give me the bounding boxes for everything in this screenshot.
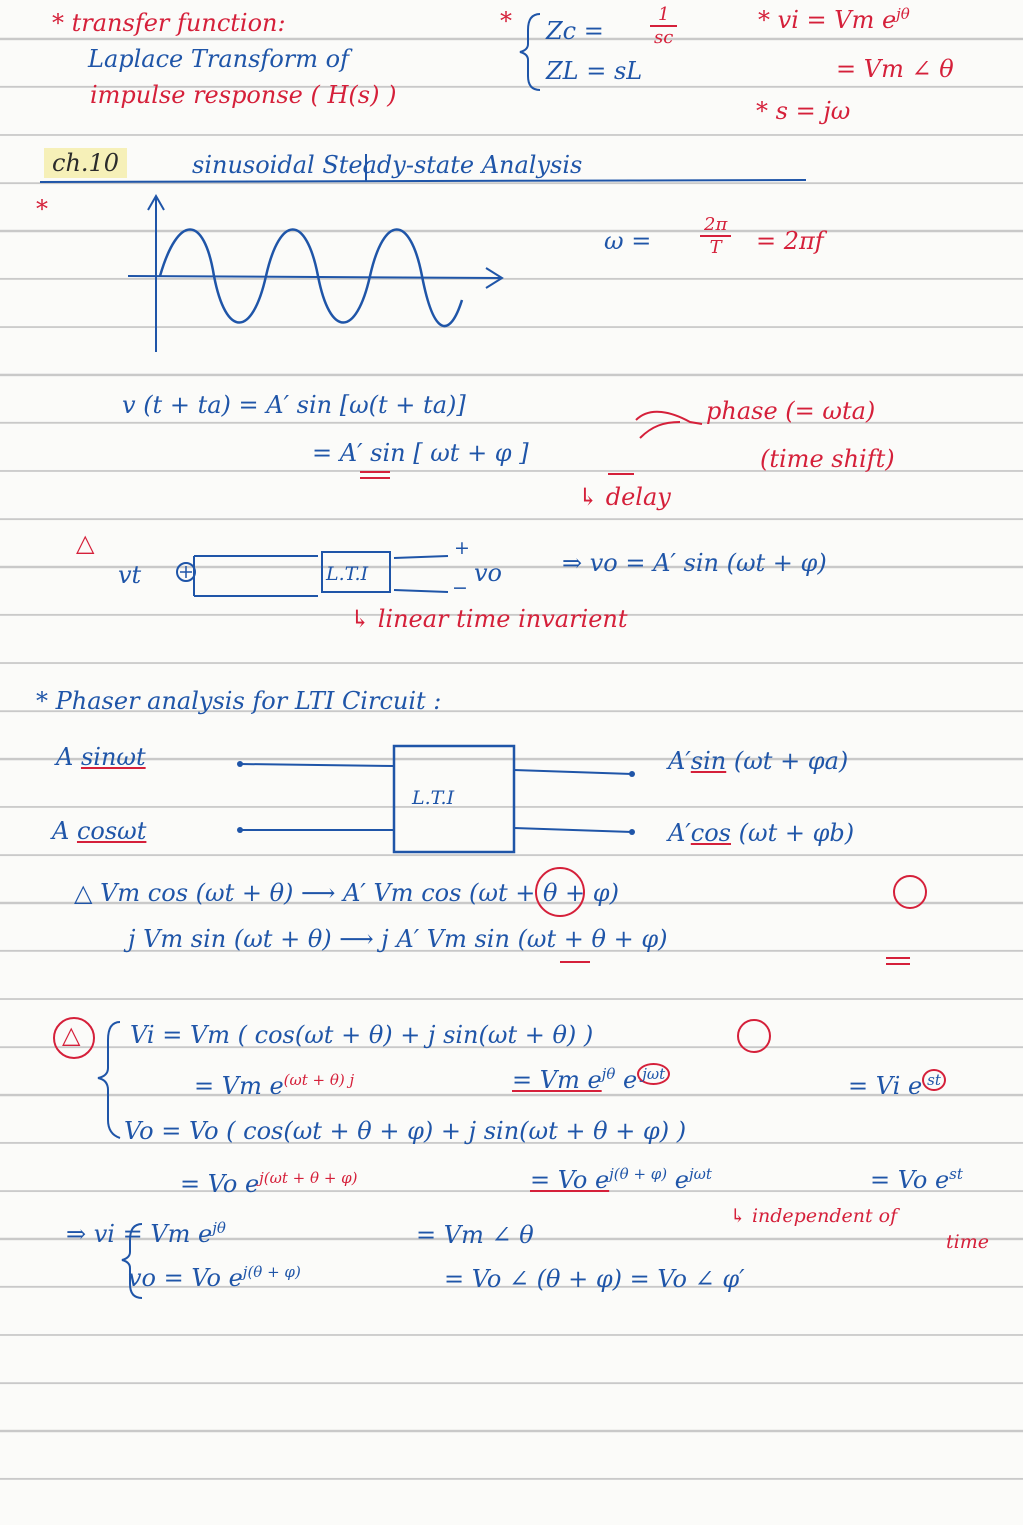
derivation-line2a-sup: (ωt + θ) j <box>283 1071 355 1089</box>
phasor-output-cos-b: cos <box>690 819 731 847</box>
independent-of-note: ↳ independent of <box>730 1205 898 1227</box>
derivation-line4c-base: e <box>667 1166 689 1194</box>
lti-triangle-marker: △ <box>76 529 95 557</box>
derivation-brace-top <box>98 1022 120 1138</box>
lti-minus-terminal: − <box>452 577 468 599</box>
a-prime-circle <box>536 868 584 916</box>
derivation-line4a-sup: j(ωt + θ + φ) <box>259 1169 358 1187</box>
phasor-input-sin-a: A <box>56 743 81 771</box>
vi-exp-sup: jθ <box>896 5 910 23</box>
derivation-line2c-sup: jωt <box>637 1063 670 1085</box>
phasor-row1: △ Vm cos (ωt + θ) ⟶ A′ Vm cos (ωt + θ + φ) <box>74 879 619 907</box>
phasor-output-sin-b: sin <box>690 747 727 775</box>
transfer-function-line3-text: impulse response ( H(s) ) <box>90 81 397 109</box>
derivation-line2b-base: = Vm e <box>512 1066 602 1094</box>
derivation-brace-bottom <box>122 1224 142 1298</box>
chapter-title-underline <box>40 180 806 182</box>
phasor-terminal-out-bottom <box>629 829 635 835</box>
chapter-title: sinusoidal Steady-state Analysis <box>192 151 583 179</box>
chapter-star: * <box>36 195 48 223</box>
phasor-wire-in-top <box>240 764 394 766</box>
phasor-output-cos-a: A′ <box>668 819 691 847</box>
phasor-heading: * Phaser analysis for LTI Circuit : <box>36 687 442 715</box>
delay-note: ↳ delay <box>578 483 671 511</box>
phasor-wire-out-bottom <box>514 828 632 832</box>
phasor-terminal-in-top <box>237 761 243 767</box>
phase-arrow <box>636 412 702 438</box>
zl-equation: ZL = sL <box>546 57 643 85</box>
phasor-terminal-in-bottom <box>237 827 243 833</box>
delay-line1: v (t + ta) = A′ sin [ω(t + ta)] <box>122 391 466 419</box>
delay-line2: = A′ sin [ ωt + φ ] <box>312 439 529 467</box>
omega-fraction-den: T <box>709 237 722 258</box>
derivation-line5a-base: ⇒ vi = Vm e <box>66 1220 213 1248</box>
omega-fraction-num: 2π <box>700 214 731 237</box>
derivation-line4c-sup: jωt <box>689 1165 712 1183</box>
phi-circle <box>894 876 926 908</box>
time-shift-note: (time shift) <box>760 445 895 473</box>
zc-fraction-den: sc <box>654 27 674 48</box>
lti-plus-terminal: + <box>454 537 470 559</box>
phasor-output-sin-c: (ωt + φa) <box>726 747 849 775</box>
derivation-line2d-base: = Vi e <box>848 1072 923 1100</box>
derivation-line2b-sup: jθ <box>601 1065 616 1083</box>
lti-block-inner <box>322 552 390 592</box>
phasor-row2: j Vm sin (ωt + θ) ⟶ j A′ Vm sin (ωt + θ + φ) <box>128 925 668 953</box>
phasor-input-sin-b: sinωt <box>80 743 146 771</box>
derivation-line6b: = Vo ∠ (θ + φ) = Vo ∠ φ′ <box>444 1265 745 1293</box>
phase-note: phase (= ωta) <box>706 397 876 425</box>
transfer-function-line2: Laplace Transform of <box>88 45 349 73</box>
sine-x-axis <box>128 276 500 278</box>
phasor-output-cos-c: (ωt + φb) <box>731 819 855 847</box>
derivation-line6a-sup: j(θ + φ) <box>242 1263 301 1281</box>
phasor-wire-out-top <box>514 770 632 774</box>
vi-polar-equation: = Vm ∠ θ <box>836 55 954 83</box>
derivation-triangle-circle <box>54 1018 94 1058</box>
header-brace <box>520 14 540 90</box>
derivation-line5b: = Vm ∠ θ <box>416 1221 534 1249</box>
lti-input-vt: vt <box>118 561 142 589</box>
zc-equation: Zc = <box>546 17 604 45</box>
derivation-line4d-sup: st <box>949 1165 963 1183</box>
phasor-input-cos-b: cosωt <box>76 817 147 845</box>
header-star: * <box>500 7 512 35</box>
phasor-terminal-out-top <box>629 771 635 777</box>
omega-lhs: ω = <box>604 227 652 255</box>
derivation-line5a-sup: jθ <box>212 1219 226 1237</box>
exp-theta-circle <box>738 1020 770 1052</box>
derivation-line2d-sup: st <box>922 1069 946 1091</box>
omega-rhs: = 2πf <box>756 227 824 255</box>
chapter-tag: ch.10 <box>44 148 127 178</box>
derivation-line6a-base: vo = Vo e <box>128 1264 243 1292</box>
s-equation: * s = jω <box>756 97 851 125</box>
zc-fraction-num: 1 <box>650 4 677 27</box>
derivation-line4d-base: = Vo e <box>870 1166 950 1194</box>
lti-output-vo: vo <box>474 559 503 587</box>
derivation-line4a-base: = Vo e <box>180 1170 260 1198</box>
phasor-output-sin-a: A′ <box>668 747 691 775</box>
phasor-box-label: L.T.I <box>412 787 455 809</box>
derivation-line2a-base: = Vm e <box>194 1072 284 1100</box>
derivation-line4b-sup: j(θ + φ) <box>609 1165 668 1183</box>
phasor-lti-box <box>394 746 514 852</box>
derivation-line3: Vo = Vo ( cos(ωt + θ + φ) + j sin(ωt + θ + φ) ) <box>124 1117 687 1145</box>
phasor-input-cos-a: A <box>52 817 77 845</box>
independent-time-note: time <box>946 1231 989 1253</box>
lti-result: ⇒ vo = A′ sin (ωt + φ) <box>562 549 827 577</box>
lti-box-label: L.T.I <box>326 563 369 585</box>
derivation-line1: Vi = Vm ( cos(ωt + θ) + j sin(ωt + θ) ) <box>130 1021 594 1049</box>
vi-exp-base: * vi = Vm e <box>758 6 897 34</box>
derivation-triangle: △ <box>62 1021 81 1049</box>
derivation-line4b-base: = Vo e <box>530 1166 610 1194</box>
derivation-line2c-base: e <box>615 1066 638 1094</box>
transfer-function-line1: * transfer function: <box>52 9 286 37</box>
lti-linear-note: ↳ linear time invarient <box>350 605 628 633</box>
